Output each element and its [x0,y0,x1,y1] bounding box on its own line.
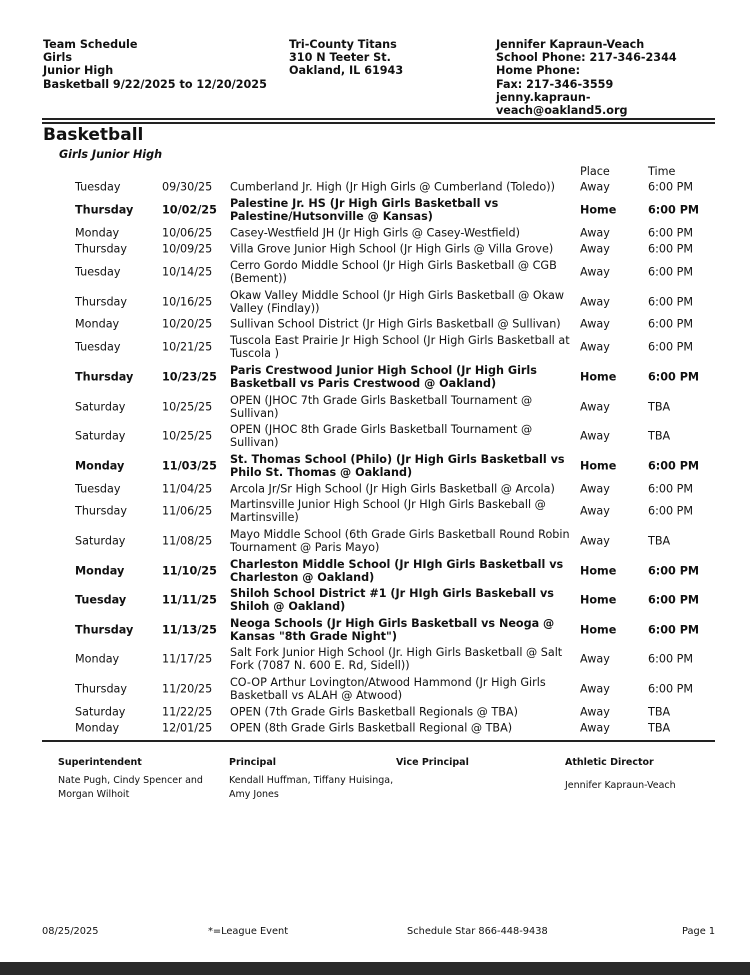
schedule-table [0,179,750,736]
game-date: 10/06/25 [162,226,213,240]
schedule-row [0,179,750,195]
game-date: 11/03/25 [162,459,217,473]
game-opponent: Paris Crestwood Junior High School (Jr High Girls Basketball vs Paris Crestwood @ Oakland) [230,363,537,390]
footer-schedule-star: Schedule Star 866-448-9438 [407,926,548,937]
staff-vice-principal [396,757,546,774]
game-time: 6:00 PM [648,564,700,578]
game-place: Away [580,705,610,719]
game-place: Home [580,564,617,578]
game-place: Away [580,265,610,279]
footer-page-number: Page 1 [682,926,716,937]
contact-school-phone: School Phone: 217-346-2344 [496,51,677,65]
schedule-row [0,704,750,720]
school-city: Oakland, IL 61943 [289,64,404,78]
contact-name: Jennifer Kapraun-Veach [496,38,645,51]
header-line: Girls [43,51,73,65]
game-date: 11/22/25 [162,705,213,719]
schedule-row [0,241,750,257]
header-divider [42,122,715,124]
game-day: Tuesday [75,340,121,354]
game-time: 6:00 PM [648,370,700,384]
game-opponent: Salt Fork Junior High School (Jr. High Girls Basketball @ Salt Fork (7087 N. 600 E. Rd, Sidell)) [230,646,563,673]
game-time: TBA [648,400,671,414]
school-name: Tri-County Titans [289,38,397,51]
game-date: 11/10/25 [162,564,217,578]
game-day: Monday [75,317,120,331]
game-place: Away [580,317,610,331]
header-line: Team Schedule [43,38,138,51]
game-opponent: Neoga Schools (Jr High Girls Basketball vs Neoga @ Kansas "8th Grade Night") [230,616,555,643]
game-opponent: OPEN (7th Grade Girls Basketball Regionals @ TBA) [230,705,518,719]
game-date: 10/25/25 [162,400,213,414]
game-date: 12/01/25 [162,721,213,735]
game-opponent: CO-OP Arthur Lovington/Atwood Hammond (Jr High Girls Basketball vs ALAH @ Atwood) [230,676,546,703]
game-opponent: Villa Grove Junior High School (Jr High Girls @ Villa Grove) [230,242,554,256]
header-contact [496,38,736,117]
header-line: Basketball 9/22/2025 to 12/20/2025 [43,77,267,91]
game-day: Thursday [75,682,128,696]
schedule-row [0,362,750,392]
game-day: Saturday [75,429,126,443]
header-line: Junior High [43,64,114,78]
staff-principal [229,757,394,802]
game-place: Away [580,340,610,354]
game-day: Thursday [75,242,128,256]
footer-league-note: *=League Event [208,926,289,937]
game-day: Thursday [75,370,134,384]
game-date: 11/20/25 [162,682,213,696]
game-date: 10/02/25 [162,203,217,217]
game-date: 10/16/25 [162,295,213,309]
game-place: Away [580,534,610,548]
schedule-row [0,287,750,317]
game-place: Home [580,370,617,384]
game-day: Thursday [75,295,128,309]
game-opponent: Martinsville Junior High School (Jr HIgh Girls Baskeball @ Martinsville) [230,498,546,525]
staff-names: Nate Pugh, Cindy Spencer and Morgan Wilhoit [58,775,203,800]
contact-fax: Fax: 217-346-3559 [496,77,614,91]
game-opponent: OPEN (JHOC 8th Grade Girls Basketball Tournament @ Sullivan) [230,423,533,450]
schedule-row [0,674,750,704]
game-time: 6:00 PM [648,242,694,256]
game-date: 10/20/25 [162,317,213,331]
game-time: TBA [648,429,671,443]
game-time: 6:00 PM [648,340,694,354]
game-day: Monday [75,459,125,473]
game-opponent: OPEN (JHOC 7th Grade Girls Basketball Tournament @ Sullivan) [230,393,533,420]
schedule-row [0,645,750,675]
staff-label: Vice Principal [396,757,469,768]
staff-names: Jennifer Kapraun-Veach [565,780,676,791]
game-date: 10/25/25 [162,429,213,443]
game-day: Thursday [75,623,134,637]
schedule-row [0,195,750,225]
game-time: 6:00 PM [648,295,694,309]
game-time: TBA [648,705,671,719]
footer-divider [42,740,715,742]
schedule-row [0,497,750,527]
game-place: Away [580,682,610,696]
staff-names: Kendall Huffman, Tiffany Huisinga, Amy Jones [229,775,394,800]
game-day: Monday [75,721,120,735]
game-time: 6:00 PM [648,652,694,666]
game-opponent: OPEN (8th Grade Girls Basketball Regional @ TBA) [230,721,513,735]
game-date: 10/23/25 [162,370,217,384]
game-day: Thursday [75,203,134,217]
game-opponent: Casey-Westfield JH (Jr High Girls @ Casey-Westfield) [230,226,520,240]
game-place: Away [580,652,610,666]
game-time: 6:00 PM [648,623,700,637]
game-day: Saturday [75,400,126,414]
staff-label: Principal [229,757,277,768]
game-date: 10/09/25 [162,242,213,256]
column-header-time: Time [648,165,676,178]
school-street: 310 N Teeter St. [289,51,391,65]
game-day: Tuesday [75,482,121,496]
game-day: Tuesday [75,265,121,279]
game-date: 11/06/25 [162,504,213,518]
game-place: Away [580,295,610,309]
bottom-bar [0,962,750,975]
staff-label: Athletic Director [565,757,654,768]
game-day: Monday [75,226,120,240]
schedule-row [0,316,750,332]
game-day: Tuesday [75,180,121,194]
game-place: Away [580,504,610,518]
schedule-row [0,526,750,556]
header-team-info [43,38,267,91]
game-time: 6:00 PM [648,482,694,496]
game-date: 10/14/25 [162,265,213,279]
game-opponent: Tuscola East Prairie Jr High School (Jr High Girls Basketball at Tuscola ) [230,334,570,361]
schedule-row [0,720,750,736]
game-time: 6:00 PM [648,593,700,607]
game-place: Away [580,721,610,735]
game-place: Away [580,400,610,414]
game-day: Saturday [75,534,126,548]
game-date: 11/13/25 [162,623,217,637]
schedule-row [0,333,750,363]
game-time: 6:00 PM [648,682,694,696]
game-time: 6:00 PM [648,317,694,331]
sport-title: Basketball [43,125,144,145]
game-time: 6:00 PM [648,203,700,217]
game-date: 11/04/25 [162,482,213,496]
game-opponent: Sullivan School District (Jr High Girls Basketball @ Sullivan) [230,317,561,331]
header-divider [42,118,715,120]
game-time: 6:00 PM [648,459,700,473]
footer-print-date: 08/25/2025 [42,926,99,937]
schedule-row [0,421,750,451]
staff-label: Superintendent [58,757,142,768]
game-opponent: Cerro Gordo Middle School (Jr High Girls Basketball @ CGB (Bement)) [230,258,557,285]
game-date: 09/30/25 [162,180,213,194]
game-day: Monday [75,652,120,666]
game-opponent: Shiloh School District #1 (Jr HIgh Girls Baskeball vs Shiloh @ Oakland) [230,587,554,614]
game-place: Away [580,429,610,443]
game-opponent: Arcola Jr/Sr High School (Jr High Girls Basketball @ Arcola) [230,482,555,496]
game-date: 10/21/25 [162,340,213,354]
game-place: Away [580,226,610,240]
schedule-row [0,615,750,645]
game-opponent: Charleston Middle School (Jr HIgh Girls Basketball vs Charleston @ Oakland) [230,557,564,584]
contact-email: jenny.kapraun-veach@oakland5.org [496,90,628,118]
game-place: Away [580,242,610,256]
game-date: 11/17/25 [162,652,213,666]
header-school-address [289,38,403,78]
game-date: 11/11/25 [162,593,217,607]
schedule-row [0,556,750,586]
game-day: Monday [75,564,125,578]
schedule-row [0,392,750,422]
game-place: Home [580,623,617,637]
staff-athletic-director [565,757,715,793]
game-opponent: St. Thomas School (Philo) (Jr High Girls Basketball vs Philo St. Thomas @ Oakland) [230,452,565,479]
game-time: TBA [648,534,671,548]
schedule-row [0,585,750,615]
game-place: Away [580,482,610,496]
game-place: Home [580,459,617,473]
contact-home-phone: Home Phone: [496,64,581,78]
schedule-row [0,481,750,497]
game-day: Saturday [75,705,126,719]
game-opponent: Okaw Valley Middle School (Jr High Girls Basketball @ Okaw Valley (Findlay)) [230,288,565,315]
game-place: Away [580,180,610,194]
game-time: 6:00 PM [648,180,694,194]
schedule-row [0,257,750,287]
game-opponent: Mayo Middle School (6th Grade Girls Basketball Round Robin Tournament @ Paris Mayo) [230,528,570,555]
schedule-row [0,451,750,481]
game-place: Home [580,593,617,607]
game-time: TBA [648,721,671,735]
staff-superintendent [58,757,208,802]
game-day: Thursday [75,504,128,518]
schedule-row [0,225,750,241]
game-time: 6:00 PM [648,226,694,240]
game-time: 6:00 PM [648,265,694,279]
game-place: Home [580,203,617,217]
game-day: Tuesday [75,593,127,607]
game-opponent: Cumberland Jr. High (Jr High Girls @ Cumberland (Toledo)) [230,180,555,194]
game-time: 6:00 PM [648,504,694,518]
sport-subtitle: Girls Junior High [59,148,163,161]
game-date: 11/08/25 [162,534,213,548]
game-opponent: Palestine Jr. HS (Jr High Girls Basketball vs Palestine/Hutsonville @ Kansas) [230,196,499,223]
column-header-place: Place [580,165,610,178]
